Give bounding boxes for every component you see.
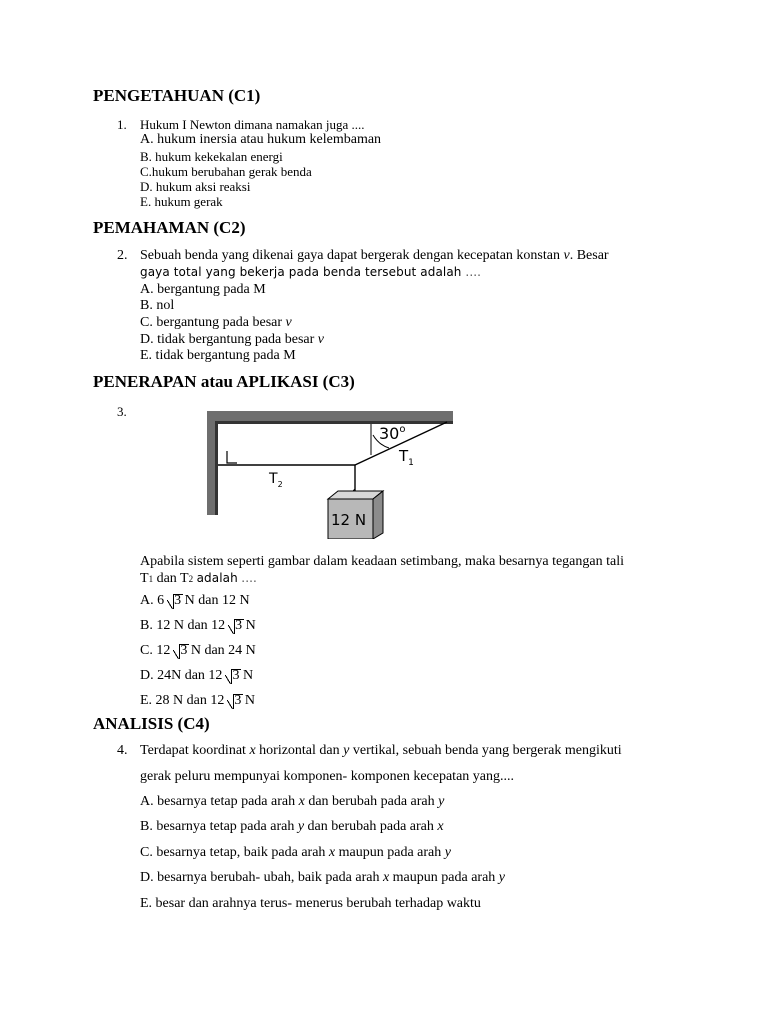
t2-label: $T_2$ bbox=[269, 471, 283, 489]
question-4-option-a: A. besarnya tetap pada arah x dan berubah pada arah y bbox=[140, 794, 445, 809]
question-2-option-c bbox=[140, 315, 292, 331]
question-1-option-b: B. hukum kekekalan energi bbox=[140, 149, 283, 164]
question-4-option-b: B. besarnya tetap pada arah y dan berubah pada arah x bbox=[140, 819, 444, 834]
variable-v: v bbox=[317, 332, 325, 347]
question-2-line-2-text: gaya total yang bekerja pada benda tersebut adalah bbox=[140, 265, 462, 279]
question-3-option-c: C. 12 3 N dan 24 N bbox=[140, 643, 256, 658]
variable-v: v bbox=[563, 248, 570, 263]
variable-v: v bbox=[285, 315, 292, 330]
weight-label: 12 N bbox=[331, 511, 367, 529]
sqrt-symbol: 3 bbox=[223, 668, 239, 684]
question-2-option-a: A. bergantung pada M bbox=[140, 282, 266, 297]
variable-x: x bbox=[249, 743, 256, 758]
block-side bbox=[373, 491, 383, 539]
section-heading-c4: ANALISIS (C4) bbox=[93, 714, 210, 733]
question-3-stem-line-1: Apabila sistem seperti gambar dalam keadaan setimbang, maka besarnya tegangan tali bbox=[140, 554, 624, 569]
variable-y: y bbox=[343, 743, 350, 758]
question-3-option-d: D. 24N dan 12 3 N bbox=[140, 668, 254, 683]
tension-figure bbox=[207, 411, 453, 539]
question-4-number: 4. bbox=[117, 743, 128, 758]
angle-label: 30$^o$ bbox=[379, 424, 406, 443]
question-2-number: 2. bbox=[117, 248, 128, 263]
wall bbox=[207, 411, 215, 515]
question-2-line-1-text: Sebuah benda yang dikenai gaya dapat bergerak dengan kecepatan konstan bbox=[140, 248, 560, 263]
question-1-option-a: A. hukum inersia atau hukum kelembaman bbox=[140, 132, 382, 147]
question-4-line-2: gerak peluru mempunyai komponen- komponen kecepatan yang.... bbox=[140, 769, 514, 784]
question-4-line-1: Terdapat koordinat x horizontal dan y vertikal, sebuah benda yang bergerak mengikuti bbox=[140, 743, 622, 758]
section-heading-c1: PENGETAHUAN (C1) bbox=[93, 86, 261, 105]
question-3-option-b: B. 12 N dan 12 3 N bbox=[140, 618, 256, 633]
section-heading-c3: PENERAPAN atau APLIKASI (C3) bbox=[93, 372, 355, 391]
question-1-number: 1. bbox=[117, 117, 127, 132]
question-2-option-e: E. tidak bergantung pada M bbox=[140, 348, 296, 363]
question-4-option-e: E. besar dan arahnya terus- menerus berubah terhadap waktu bbox=[140, 896, 481, 911]
sqrt-symbol: 3 bbox=[165, 593, 181, 609]
question-2-option-d-text: D. tidak bergantung pada besar bbox=[140, 332, 315, 347]
question-4-option-c: C. besarnya tetap, baik pada arah x maupun pada arah y bbox=[140, 845, 451, 860]
question-3-stem-line-2: T1 dan T2 adalah .... bbox=[140, 571, 257, 586]
question-3-number: 3. bbox=[117, 404, 127, 419]
question-4-option-d: D. besarnya berubah- ubah, baik pada arah x maupun pada arah y bbox=[140, 870, 506, 885]
sqrt-symbol: 3 bbox=[171, 643, 187, 659]
question-3-option-a: A. 6 3 N dan 12 N bbox=[140, 593, 250, 608]
question-1-option-d: D. hukum aksi reaksi bbox=[140, 179, 251, 194]
sqrt-symbol: 3 bbox=[225, 693, 241, 709]
t1-label: $T_1$ bbox=[399, 447, 414, 468]
question-2-line-1 bbox=[140, 248, 609, 264]
question-2-option-d bbox=[140, 332, 324, 348]
question-2-option-b: B. nol bbox=[140, 298, 175, 313]
section-heading-c2: PEMAHAMAN (C2) bbox=[93, 218, 246, 237]
question-2-line-2 bbox=[140, 265, 481, 279]
ceiling bbox=[207, 411, 453, 421]
question-1-option-e: E. hukum gerak bbox=[140, 194, 223, 209]
question-2-option-c-text: C. bergantung pada besar bbox=[140, 315, 283, 330]
sqrt-symbol: 3 bbox=[226, 618, 242, 634]
question-2-dots: .... bbox=[465, 265, 482, 279]
question-1-option-c: C.hukum berubahan gerak benda bbox=[140, 164, 312, 179]
right-angle-marker bbox=[227, 451, 237, 463]
question-1-text: Hukum I Newton dimana namakan juga .... bbox=[140, 117, 365, 132]
question-3-option-e: E. 28 N dan 12 3 N bbox=[140, 693, 256, 708]
question-2-line-1-end: . Besar bbox=[569, 248, 609, 263]
t1-symbol: T bbox=[140, 571, 149, 586]
